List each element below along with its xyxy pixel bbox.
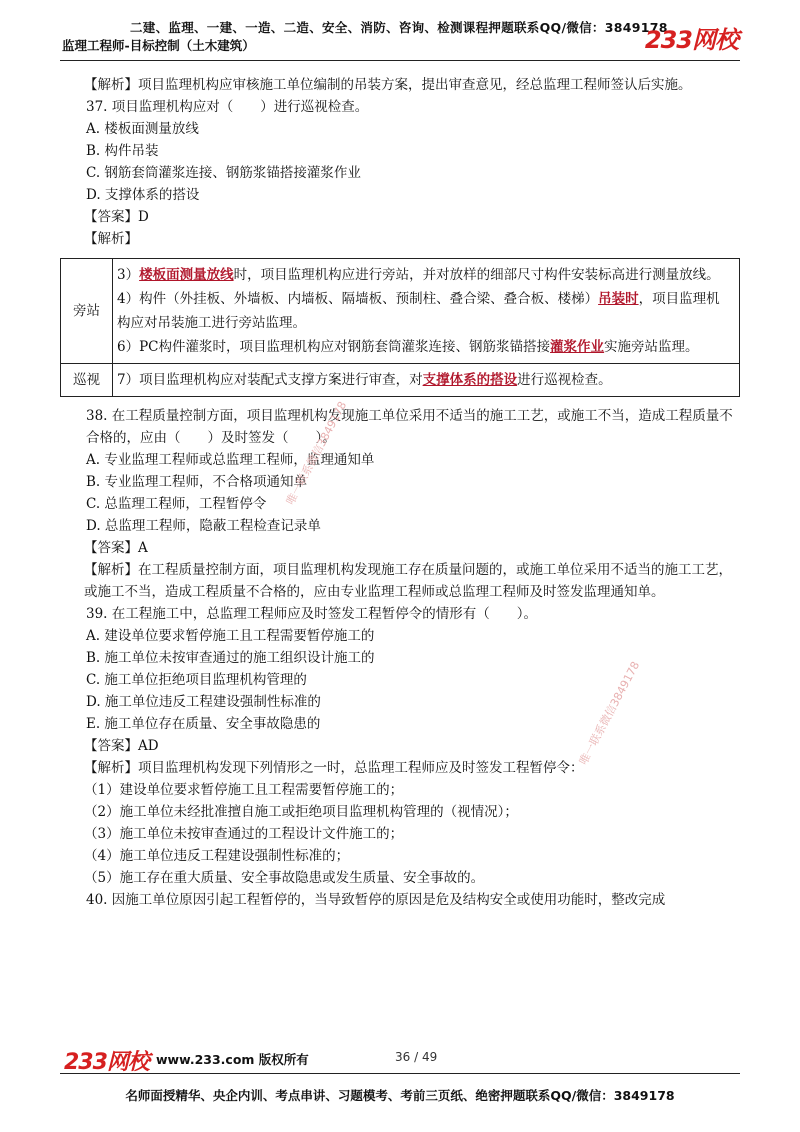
question-39-item-3: （3）施工单位未按审查通过的工程设计文件施工的； (84, 826, 404, 842)
question-39-item-5: （5）施工存在重大质量、安全事故隐患或发生质量、安全事故的。 (84, 870, 485, 886)
footer-divider (60, 1073, 740, 1074)
question-39-item-4: （4）施工单位违反工程建设强制性标准的； (84, 848, 350, 864)
question-38-option-a: A. 专业监理工程师或总监理工程师，监理通知单 (86, 452, 375, 468)
watermark-text: 唯一联系微信3849178 (576, 659, 643, 768)
question-38-analysis: 【解析】在工程质量控制方面，项目监理机构发现施工存在质量问题的，或施工单位采用不适当的施工工艺，或施工不当，造成工程质量不合格的，应由专业监理工程师或总监理工程师及时签发监理通知单。 (84, 562, 732, 600)
footer-brand-logo[interactable]: 233网校 (64, 1050, 149, 1075)
question-37-answer: 【答案】D (84, 209, 149, 225)
table-label-xunshi: 巡视 (61, 364, 113, 397)
question-37-analysis-label: 【解析】 (84, 231, 138, 247)
watermark-text: 唯一联系微信3849178 (283, 399, 350, 508)
question-39-option-d: D. 施工单位违反工程建设强制性标准的 (86, 694, 321, 710)
item-3-text: 时，项目监理机构应进行旁站，并对放样的细部尺寸构件安装标高进行测量放线。 (233, 267, 720, 283)
table-cell-xunshi (113, 364, 740, 397)
item-6-text: 实施旁站监理。 (604, 339, 699, 355)
table-label-pangzhan: 旁站 (61, 259, 113, 364)
question-39-analysis: 【解析】项目监理机构发现下列情形之一时，总监理工程师应及时签发工程暂停令： (84, 760, 584, 776)
question-38-option-c: C. 总监理工程师，工程暂停令 (86, 496, 267, 512)
header-promo-text: 二建、监理、一建、一造、二造、安全、消防、咨询、检测课程押题联系QQ/微信：3849178 (130, 20, 668, 35)
highlight-support-system: 支撑体系的搭设 (422, 372, 518, 388)
question-39-stem: 39. 在工程施工中，总监理工程师应及时签发工程暂停令的情形有（ ）。 (86, 606, 538, 622)
item-4-prefix: 4）构件（外挂板、外墙板、内墙板、隔墙板、预制柱、叠合梁、叠合板、楼梯） (117, 291, 599, 307)
analysis-text: 【解析】项目监理机构应审核施工单位编制的吊装方案，提出审查意见，经总监理工程师签认后实施。 (84, 77, 692, 93)
table-item-4 (117, 287, 731, 335)
item-7-text: 进行巡视检查。 (517, 372, 612, 388)
question-40-stem: 40. 因施工单位原因引起工程暂停的，当导致暂停的原因是危及结构安全或使用功能时，整改完成 (86, 892, 666, 908)
question-38-stem: 38. 在工程质量控制方面，项目监理机构发现施工单位采用不适当的施工工艺，或施工不当，造成工程质量不合格的，应由（ ）及时签发（ ）。 (86, 408, 733, 446)
table-item-6 (117, 335, 731, 359)
page-header (60, 14, 740, 54)
table-row-pangzhan (61, 259, 740, 364)
brand-logo[interactable]: 233网校 (644, 26, 738, 54)
question-38-option-d: D. 总监理工程师，隐蔽工程检查记录单 (86, 518, 321, 534)
table-cell-pangzhan (113, 259, 740, 364)
question-37-option-c: C. 钢筋套筒灌浆连接、钢筋浆锚搭接灌浆作业 (86, 165, 361, 181)
question-39-option-e: E. 施工单位存在质量、安全事故隐患的 (86, 716, 321, 732)
question-39-option-c: C. 施工单位拒绝项目监理机构管理的 (86, 672, 307, 688)
highlight-floor-survey: 楼板面测量放线 (139, 267, 234, 283)
question-37-stem: 37. 项目监理机构应对（ ）进行巡视检查。 (86, 99, 369, 115)
question-39-option-b: B. 施工单位未按审查通过的施工组织设计施工的 (86, 650, 375, 666)
footer-site-link[interactable]: www.233.com 版权所有 (156, 1052, 309, 1067)
question-38-answer: 【答案】A (84, 540, 148, 556)
item-4-text: ，项目监理机构应对吊装施工进行旁站监理。 (117, 291, 720, 331)
item-6-prefix: 6）PC构件灌浆时，项目监理机构应对钢筋套筒灌浆连接、钢筋浆锚搭接 (117, 339, 551, 355)
table-item-7 (117, 368, 731, 392)
footer-promo-text: 名师面授精华、央企内训、考点串讲、习题模考、考前三页纸、绝密押题联系QQ/微信：3849178 (125, 1088, 675, 1103)
page-number: 36 / 49 (395, 1050, 438, 1064)
document-title: 监理工程师-目标控制（土木建筑） (62, 38, 255, 53)
question-39-answer: 【答案】AD (84, 738, 159, 754)
table-row-xunshi (61, 364, 740, 397)
question-39-option-a: A. 建设单位要求暂停施工且工程需要暂停施工的 (86, 628, 375, 644)
table-item-3 (117, 263, 731, 287)
item-7-prefix: 7）项目监理机构应对装配式支撑方案进行审查，对 (117, 372, 423, 388)
item-3-prefix: 3） (117, 267, 140, 283)
header-divider (60, 60, 740, 61)
question-37-option-d: D. 支撑体系的搭设 (86, 187, 200, 203)
supervision-table (60, 258, 740, 397)
question-37-option-b: B. 构件吊装 (86, 143, 159, 159)
highlight-hoisting: 吊装时 (598, 291, 639, 307)
highlight-grouting: 灌浆作业 (550, 339, 605, 355)
question-38-option-b: B. 专业监理工程师，不合格项通知单 (86, 474, 308, 490)
question-37-option-a: A. 楼板面测量放线 (86, 121, 199, 137)
question-39-item-2: （2）施工单位未经批准擅自施工或拒绝项目监理机构管理的（视情况）； (84, 804, 518, 820)
document-body (60, 74, 740, 911)
question-39-item-1: （1）建设单位要求暂停施工且工程需要暂停施工的； (84, 782, 404, 798)
